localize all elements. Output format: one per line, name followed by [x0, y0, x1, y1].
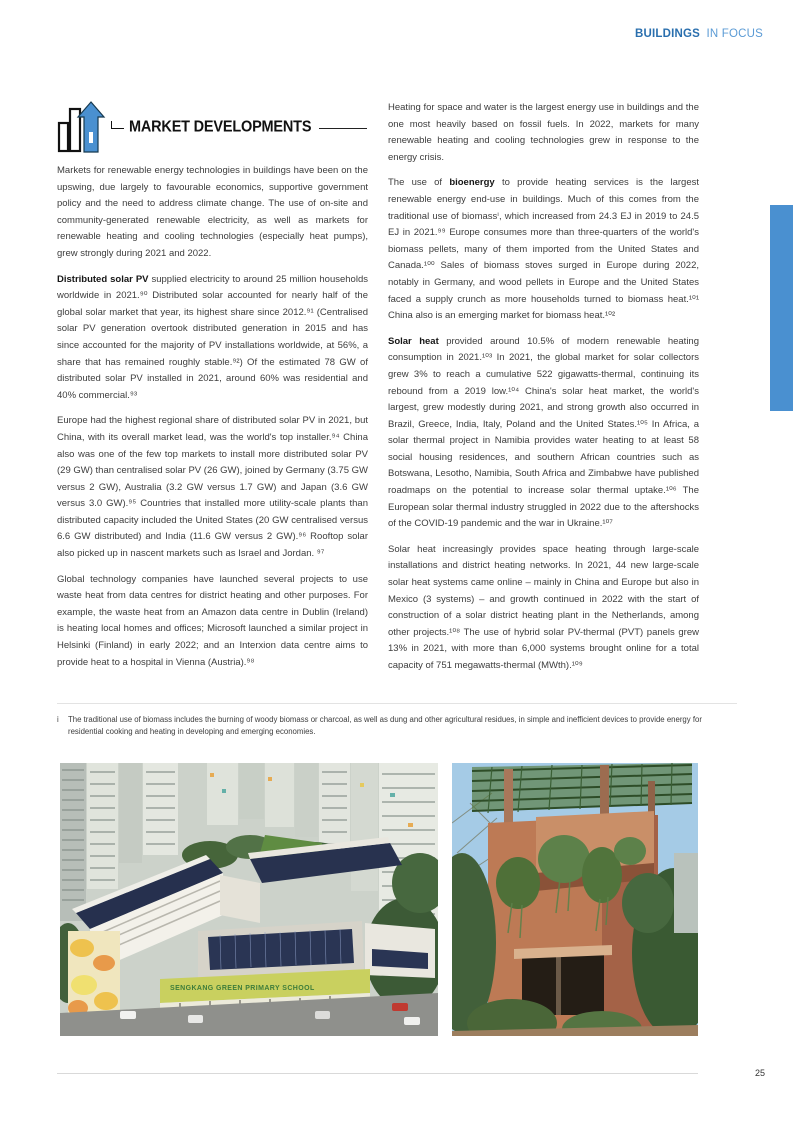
bold-lead-bioenergy: bioenergy: [449, 177, 495, 189]
paragraph-regional-share: Europe had the highest regional share of distributed solar PV in 2021, but China, with its overall market lead, was the world's top installer.⁹⁴ China also was one of the few top markets to install more distributed solar PV (29 GW) than centralised solar PV (26 GW), joined by Germany (3.75 GW versus 2 GW), Australia (3.2 GW versus 1.7 GW) and Japan (3.6 GW versus 3.0 GW).⁹⁵ Countries that installed more utility-scale plants than distributed capacity included the United States (20 GW centralised versus 6.6 GW distributed) and India (11.6 GW versus 2 GW).⁹⁶ Rooftop solar also picked up in nascent markets such as Israel and Jordan. ⁹⁷: [57, 415, 368, 560]
footer-rule: [57, 1073, 698, 1074]
footnote-divider: [57, 703, 737, 704]
footnote: [57, 714, 713, 737]
bold-lead-solar-heat: Solar heat: [388, 335, 439, 347]
page-number: 25: [754, 1068, 765, 1078]
paragraph-waste-heat: Global technology companies have launched several projects to use waste heat from data centres for district heating and other purposes. For example, the waste heat from an Amazon data centre in Dublin (Ireland) is heating local homes and offices; Microsoft launched a similar project in Helsinki (Finland) in early 2022; and an Interxion data centre aims to provide heat to a hospital in Vienna (Austria).⁹⁸: [57, 573, 368, 668]
school-sign-text: SENGKANG GREEN PRIMARY SCHOOL: [170, 985, 315, 992]
chapter-edge-tab: [770, 205, 793, 411]
bold-lead-distributed-solar-pv: Distributed solar PV: [57, 273, 149, 285]
photo-green-building-solar-canopy: [452, 763, 698, 1036]
footnote-marker: i: [57, 715, 59, 724]
neighbor-building: [674, 853, 698, 933]
paragraph-bioenergy: The use of bioenergy to provide heating services is the largest renewable energy end-use in buildings. Much of this comes from the traditional use of biomassⁱ, which increased from 24.3 EJ in 2019 to 24.5 EJ in 2021.⁹⁹ Europe consumes more than three-quarters of the world's biomass pellets, many of them imported from the United States and Canada.¹⁰⁰ Sales of biomass stoves surged in Europe during 2022, notably in Germany, and wood pellets in Europe and the United States faced a supply crunch as more households turned to biomass heat.¹⁰¹ China also is an emerging market for biomass heat.¹⁰²: [388, 177, 699, 322]
running-header: [635, 28, 763, 40]
photo-building-illustration: [452, 763, 698, 1036]
left-column: [57, 163, 368, 711]
photo-school-illustration: [60, 763, 438, 1036]
paragraph-solar-heat: Solar heat provided around 10.5% of modern renewable heating consumption in 2021.¹⁰³ In 2021, the global market for solar collectors grew 3% to reach a cumulative 522 gigawatts-thermal, continuing its rebound from a 2019 low.¹⁰⁴ China's solar heat market, the world's largest, grew modestly during 2021, and strong growth also occurred in Brazil, Greece, India, Italy, Poland and the United States.¹⁰⁵ In Africa, a solar thermal project in Namibia provides water heating to at least 58 social housing residences, and southern African countries such as Botswana, Lesotho, Namibia, South Africa and Zimbabwe have published roadmaps on the potential to increase solar thermal uptake.¹⁰⁶ The European solar thermal industry struggled in 2022 due to the aftershocks of the COVID-19 pandemic and the war in Ukraine.¹⁰⁷: [388, 335, 699, 530]
heading-trailing-rule: [319, 128, 367, 129]
paragraph-markets-upswing: Markets for renewable energy technologies in buildings have been on the upswing, due largely to favourable economics, supportive government policy and the need to address climate change. The use of on-site and community-generated renewable electricity, as well as markets for renewable heating and cooling technologies (especially heat pumps), grew strongly during 2021 and 2022.: [57, 165, 368, 259]
market-growth-chart-icon: [57, 100, 107, 154]
footnote-text: The traditional use of biomass includes the burning of woody biomass or charcoal, as well as dung and other agricultural residues, in simple and inefficient devices to provide energy for residential cooking and heating in developing and emerging economies.: [68, 715, 702, 736]
right-column: [388, 100, 699, 714]
running-header-chapter: BUILDINGS: [634, 28, 701, 40]
photo-school-rooftop-solar: [60, 763, 438, 1036]
paragraph-distributed-solar: Distributed solar PV supplied electricity to around 25 million households worldwide in 2021.⁹⁰ Distributed solar accounted for nearly half of the global solar market that year, its highest share since 2012.⁹¹ (Centralised solar PV generation overtook distributed generation in 2015 and has since accounted for the majority of PV installations worldwide, at 56%, a share that has remained roughly stable.⁹²) Of the estimated 78 GW of distributed solar PV installed in 2021, around 60% was residential and 40% commercial.⁹³: [57, 273, 368, 401]
section-title: MARKET DEVELOPMENTS: [129, 118, 312, 136]
heading-connector-line: [111, 121, 124, 129]
section-header: [57, 98, 367, 156]
running-header-sub: IN FOCUS: [706, 28, 763, 40]
paragraph-solar-district-heating: Solar heat increasingly provides space heating through large-scale installations and district heating networks. In 2021, 44 new large-scale solar heat systems came online – mainly in China and Europe but also in Mexico (3 systems) – and growth continued in 2022 with the start of construction of a solar district heating plant in the Netherlands, among other projects.¹⁰⁸ The use of hybrid solar PV-thermal (PVT) panels grew 13% in 2021, with more than 6,000 systems brought online for a total capacity of 751 megawatts-thermal (MWth).¹⁰⁹: [388, 543, 699, 671]
paragraph-heating-energy-use: Heating for space and water is the largest energy use in buildings and the one most heavily based on fossil fuels. In 2022, markets for many renewable heating and cooling technologies grew in response to the energy crisis.: [388, 102, 699, 163]
